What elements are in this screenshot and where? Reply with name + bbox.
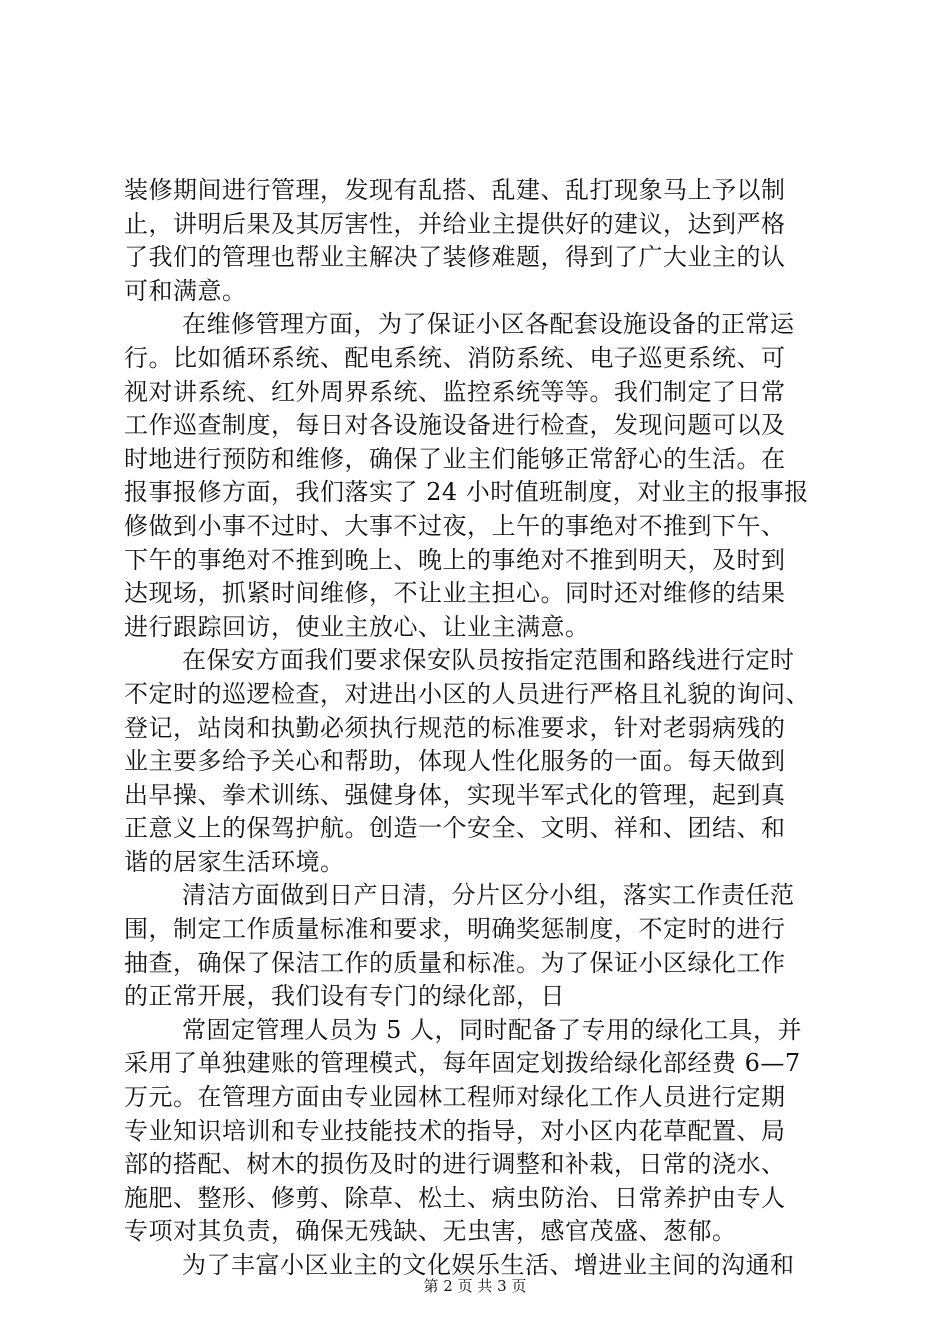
text-line: 施肥、整形、修剪、除草、松土、病虫防治、日常养护由专人	[124, 1183, 786, 1212]
text-line: 下午的事绝对不推到晚上、晚上的事绝对不推到明天，及时到	[124, 545, 786, 574]
text-line: 不定时的巡逻检查，对进出小区的人员进行严格且礼貌的询问、	[124, 679, 810, 708]
text-line: 可和满意。	[124, 276, 247, 305]
text-line: 专业知识培训和专业技能技术的指导，对小区内花草配置、局	[124, 1116, 786, 1145]
page-number-label: 第 2 页 共 3 页	[423, 1277, 527, 1295]
text-line: 常固定管理人员为 5 人，同时配备了专用的绿化工具，并	[182, 1015, 803, 1044]
text-line: 工作巡查制度，每日对各设施设备进行检查，发现问题可以及	[124, 411, 786, 440]
text-line: 业主要多给予关心和帮助，体现人性化服务的一面。每天做到	[124, 747, 786, 776]
text-line: 部的搭配、树木的损伤及时的进行调整和补栽，日常的浇水、	[124, 1150, 786, 1179]
text-line: 的正常开展，我们设有专门的绿化部，日	[124, 982, 565, 1011]
text-line: 报事报修方面，我们落实了 24 小时值班制度，对业主的报事报	[124, 478, 809, 507]
text-line: 正意义上的保驾护航。创造一个安全、文明、祥和、团结、和	[124, 814, 786, 843]
text-line: 止，讲明后果及其厉害性，并给业主提供好的建议，达到严格	[124, 209, 786, 238]
text-line: 围，制定工作质量标准和要求，明确奖惩制度，不定时的进行	[124, 915, 786, 944]
document-body	[124, 174, 830, 1283]
text-line: 修做到小事不过时、大事不过夜，上午的事绝对不推到下午、	[124, 511, 786, 540]
text-line: 登记，站岗和执勤必须执行规范的标准要求，针对老弱病残的	[124, 713, 786, 742]
page-footer	[0, 1276, 950, 1296]
text-line: 抽查，确保了保洁工作的质量和标准。为了保证小区绿化工作	[124, 948, 786, 977]
text-line: 在保安方面我们要求保安队员按指定范围和路线进行定时	[182, 646, 795, 675]
text-line: 万元。在管理方面由专业园林工程师对绿化工作人员进行定期	[124, 1083, 786, 1112]
text-line: 达现场，抓紧时间维修，不让业主担心。同时还对维修的结果	[124, 579, 786, 608]
text-line: 专项对其负责，确保无残缺、无虫害，感官茂盛、葱郁。	[124, 1217, 737, 1246]
text-line: 清洁方面做到日产日清，分片区分小组，落实工作责任范	[182, 881, 795, 910]
text-line: 采用了单独建账的管理模式，每年固定划拨给绿化部经费 6—7	[124, 1049, 801, 1078]
text-line: 装修期间进行管理，发现有乱搭、乱建、乱打现象马上予以制	[124, 176, 786, 204]
text-line: 谐的居家生活环境。	[124, 847, 345, 876]
text-line: 时地进行预防和维修，确保了业主们能够正常舒心的生活。在	[124, 444, 786, 473]
text-line: 了我们的管理也帮业主解决了装修难题，得到了广大业主的认	[124, 243, 786, 272]
text-line: 行。比如循环系统、配电系统、消防系统、电子巡更系统、可	[124, 343, 786, 372]
text-line: 为了丰富小区业主的文化娱乐生活、增进业主间的沟通和	[182, 1251, 795, 1279]
text-line: 视对讲系统、红外周界系统、监控系统等等。我们制定了日常	[124, 377, 786, 406]
text-line: 出早操、拳术训练、强健身体，实现半军式化的管理，起到真	[124, 780, 786, 809]
text-line: 在维修管理方面，为了保证小区各配套设施设备的正常运	[182, 310, 795, 339]
text-line: 进行跟踪回访，使业主放心、让业主满意。	[124, 612, 590, 641]
